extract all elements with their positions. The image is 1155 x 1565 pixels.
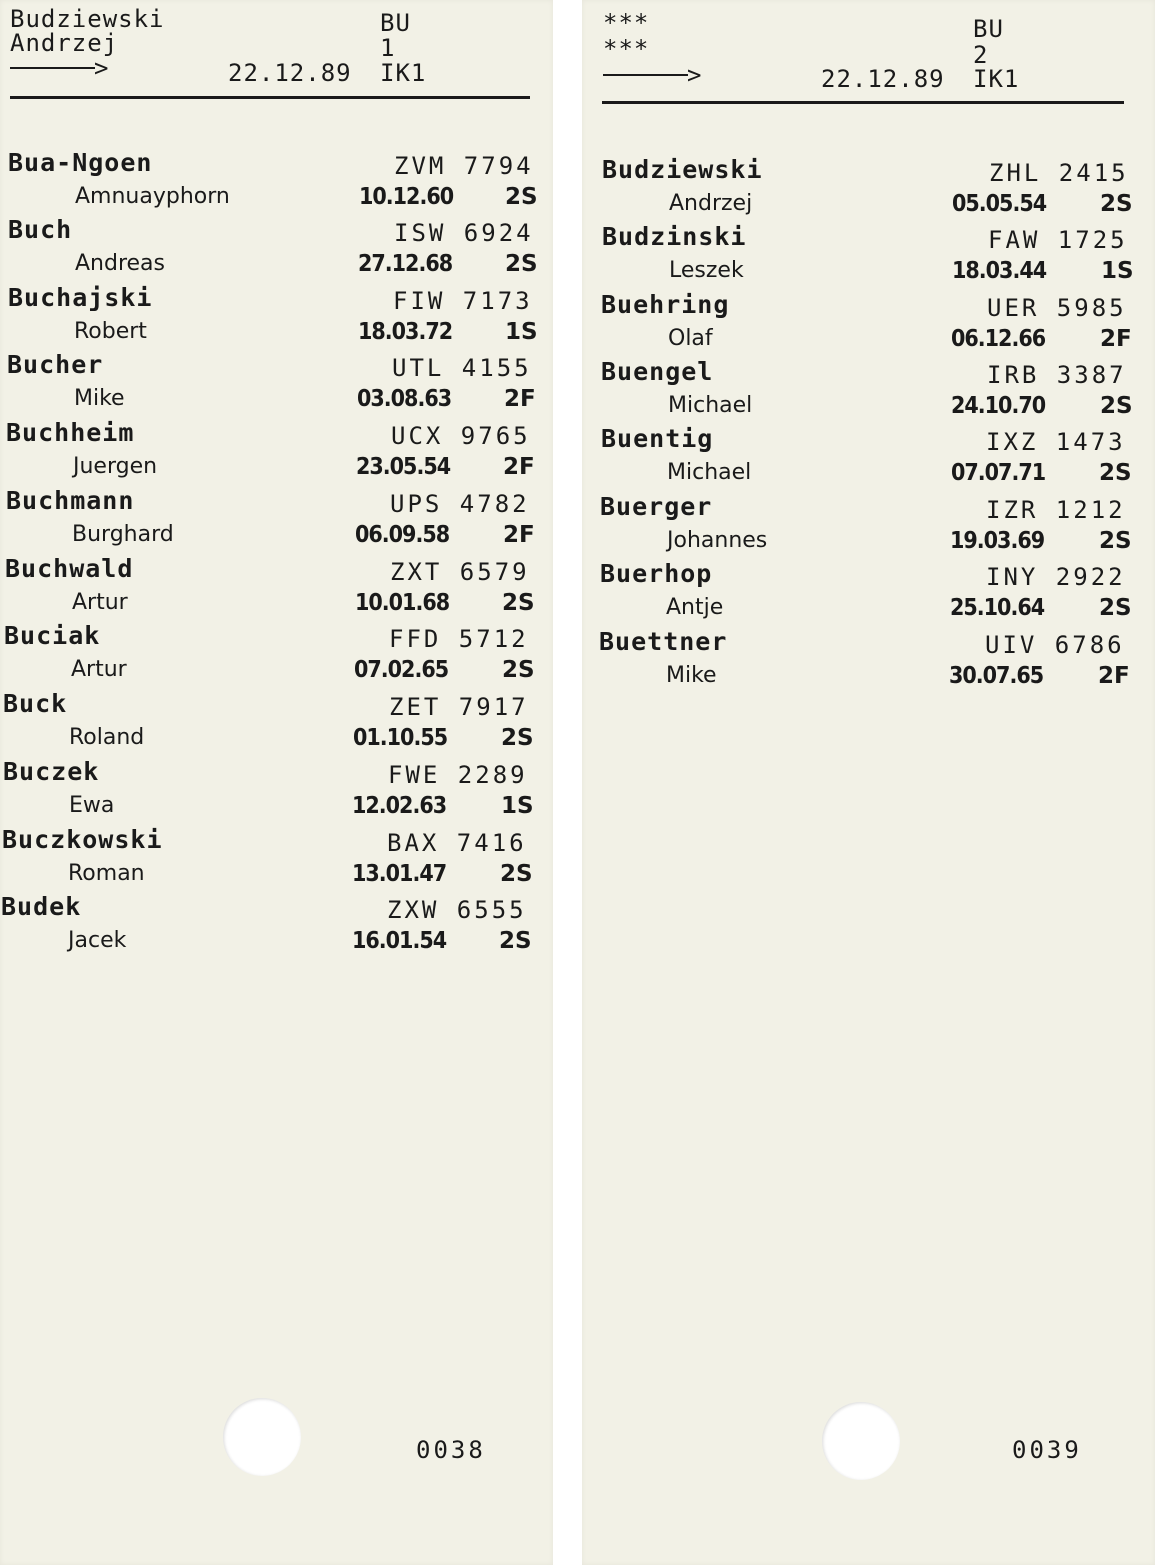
- given-name: Jacek: [68, 928, 127, 953]
- punch-hole: [822, 1402, 900, 1480]
- given-name: Johannes: [667, 528, 768, 553]
- birth-date: 06.12.66: [951, 326, 1046, 352]
- birth-date: 18.03.72: [358, 319, 453, 345]
- birth-date: 25.10.64: [950, 595, 1045, 621]
- id-code: FIW 7173: [393, 287, 533, 315]
- header-code-line1: BU: [380, 9, 411, 37]
- surname: Buchmann: [6, 486, 135, 515]
- class-code: 2F: [1098, 663, 1130, 689]
- list-item: [582, 492, 1155, 560]
- class-code: 1S: [501, 793, 534, 819]
- surname: Buengel: [601, 357, 714, 386]
- arrow-head: >: [94, 54, 109, 82]
- given-name: Mike: [74, 386, 125, 411]
- header-name-line1: Budziewski: [10, 5, 165, 33]
- given-name: Juergen: [73, 454, 158, 479]
- given-name: Amnuayphorn: [75, 184, 230, 209]
- surname: Budzinski: [602, 222, 747, 251]
- surname: Buck: [3, 689, 68, 718]
- surname: Buciak: [4, 621, 101, 650]
- given-name: Burghard: [72, 522, 174, 547]
- arrow-shaft: [10, 67, 95, 69]
- id-code: ISW 6924: [394, 219, 534, 247]
- header-rule: [10, 96, 530, 99]
- header-rule: [602, 101, 1124, 104]
- id-code: ZHL 2415: [989, 159, 1129, 187]
- surname: Buchajski: [8, 283, 153, 312]
- surname: Buczkowski: [2, 825, 163, 854]
- birth-date: 07.02.65: [354, 657, 449, 683]
- list-item: [582, 357, 1155, 425]
- id-code: UPS 4782: [390, 490, 530, 518]
- list-item: [0, 418, 553, 486]
- header-arrow-icon: [10, 54, 120, 82]
- surname: Buettner: [599, 627, 728, 656]
- given-name: Mike: [666, 663, 717, 688]
- class-code: 2S: [1099, 528, 1132, 554]
- class-code: 1S: [1101, 258, 1134, 284]
- given-name: Robert: [74, 319, 147, 344]
- list-item: [0, 757, 553, 825]
- birth-date: 10.12.60: [359, 184, 454, 210]
- list-item: [0, 554, 553, 622]
- birth-date: 23.05.54: [356, 454, 451, 480]
- id-code: BAX 7416: [387, 829, 527, 857]
- class-code: 2S: [1100, 191, 1133, 217]
- id-code: IXZ 1473: [986, 428, 1126, 456]
- class-code: 2S: [501, 725, 534, 751]
- list-item: [0, 215, 553, 283]
- id-code: UER 5985: [987, 294, 1127, 322]
- list-item: [0, 283, 553, 351]
- class-code: 2S: [502, 590, 535, 616]
- list-item: [582, 222, 1155, 290]
- given-name: Roland: [69, 725, 145, 750]
- id-code: UTL 4155: [392, 354, 532, 382]
- header-code-line2: 1: [380, 34, 396, 62]
- id-code: ZVM 7794: [394, 152, 534, 180]
- birth-date: 03.08.63: [357, 386, 452, 412]
- given-name: Ewa: [69, 793, 115, 818]
- id-code: IRB 3387: [987, 361, 1127, 389]
- surname: Buch: [8, 215, 73, 244]
- list-item: [0, 825, 553, 893]
- list-item: [582, 424, 1155, 492]
- punch-hole: [223, 1398, 301, 1476]
- id-code: FFD 5712: [389, 625, 529, 653]
- class-code: 2F: [504, 386, 536, 412]
- birth-date: 30.07.65: [949, 663, 1044, 689]
- class-code: 2S: [1099, 460, 1132, 486]
- header-code-line1: BU: [973, 15, 1004, 43]
- given-name: Andrzej: [669, 191, 753, 216]
- birth-date: 10.01.68: [355, 590, 450, 616]
- list-item: [0, 892, 553, 960]
- given-name: Michael: [667, 460, 752, 485]
- id-code: IZR 1212: [986, 496, 1126, 524]
- birth-date: 18.03.44: [952, 258, 1047, 284]
- birth-date: 01.10.55: [353, 725, 448, 751]
- list-item: [582, 559, 1155, 627]
- card-number: 0039: [1012, 1436, 1082, 1464]
- class-code: 2F: [503, 454, 535, 480]
- surname: Buerhop: [600, 559, 713, 588]
- given-name: Olaf: [668, 326, 713, 351]
- given-name: Roman: [68, 861, 145, 886]
- class-code: 2S: [1099, 595, 1132, 621]
- birth-date: 06.09.58: [355, 522, 450, 548]
- surname: Buerger: [600, 492, 713, 521]
- given-name: Antje: [666, 595, 724, 620]
- index-card-1: [0, 0, 553, 1565]
- class-code: 2F: [1100, 326, 1132, 352]
- given-name: Andreas: [75, 251, 165, 276]
- surname: Buczek: [3, 757, 100, 786]
- surname: Buentig: [601, 424, 714, 453]
- class-code: 2S: [500, 861, 533, 887]
- class-code: 2S: [1100, 393, 1133, 419]
- given-name: Leszek: [669, 258, 744, 283]
- surname: Bucher: [7, 350, 104, 379]
- surname: Buehring: [601, 290, 730, 319]
- surname: Buchheim: [6, 418, 135, 447]
- class-code: 2F: [503, 522, 535, 548]
- header-name-line1: ***: [603, 9, 650, 37]
- id-code: ZET 7917: [389, 693, 529, 721]
- id-code: FAW 1725: [988, 226, 1128, 254]
- index-card-2: [582, 0, 1155, 1565]
- list-item: [0, 350, 553, 418]
- id-code: ZXW 6555: [387, 896, 527, 924]
- list-item: [582, 627, 1155, 695]
- birth-date: 16.01.54: [352, 928, 447, 954]
- header-ref: IK1: [973, 65, 1020, 93]
- header-date: 22.12.89: [821, 65, 945, 93]
- surname: Buchwald: [5, 554, 134, 583]
- class-code: 2S: [505, 184, 538, 210]
- list-item: [582, 290, 1155, 358]
- given-name: Artur: [72, 590, 128, 615]
- class-code: 2S: [502, 657, 535, 683]
- arrow-head: >: [687, 61, 702, 89]
- birth-date: 27.12.68: [358, 251, 453, 277]
- given-name: Michael: [668, 393, 753, 418]
- id-code: INY 2922: [986, 563, 1126, 591]
- surname: Bua-Ngoen: [8, 148, 153, 177]
- list-item: [0, 621, 553, 689]
- header-ref: IK1: [380, 59, 427, 87]
- header-date: 22.12.89: [228, 59, 352, 87]
- birth-date: 13.01.47: [352, 861, 447, 887]
- surname: Budziewski: [602, 155, 763, 184]
- header-name-line2: Andrzej: [10, 29, 119, 57]
- header-code-line2: 2: [973, 41, 989, 69]
- surname: Budek: [1, 892, 82, 921]
- list-item: [0, 689, 553, 757]
- birth-date: 07.07.71: [951, 460, 1046, 486]
- id-code: UIV 6786: [985, 631, 1125, 659]
- birth-date: 05.05.54: [952, 191, 1047, 217]
- class-code: 2S: [505, 251, 538, 277]
- birth-date: 19.03.69: [950, 528, 1045, 554]
- card-number: 0038: [416, 1436, 486, 1464]
- given-name: Artur: [71, 657, 127, 682]
- arrow-shaft: [603, 74, 688, 76]
- class-code: 2S: [499, 928, 532, 954]
- id-code: UCX 9765: [391, 422, 531, 450]
- id-code: ZXT 6579: [390, 558, 530, 586]
- birth-date: 12.02.63: [352, 793, 447, 819]
- class-code: 1S: [505, 319, 538, 345]
- list-item: [0, 486, 553, 554]
- header-arrow-icon: [603, 61, 713, 89]
- list-item: [582, 155, 1155, 223]
- header-name-line2: ***: [603, 35, 650, 63]
- id-code: FWE 2289: [388, 761, 528, 789]
- birth-date: 24.10.70: [951, 393, 1046, 419]
- list-item: [0, 148, 553, 216]
